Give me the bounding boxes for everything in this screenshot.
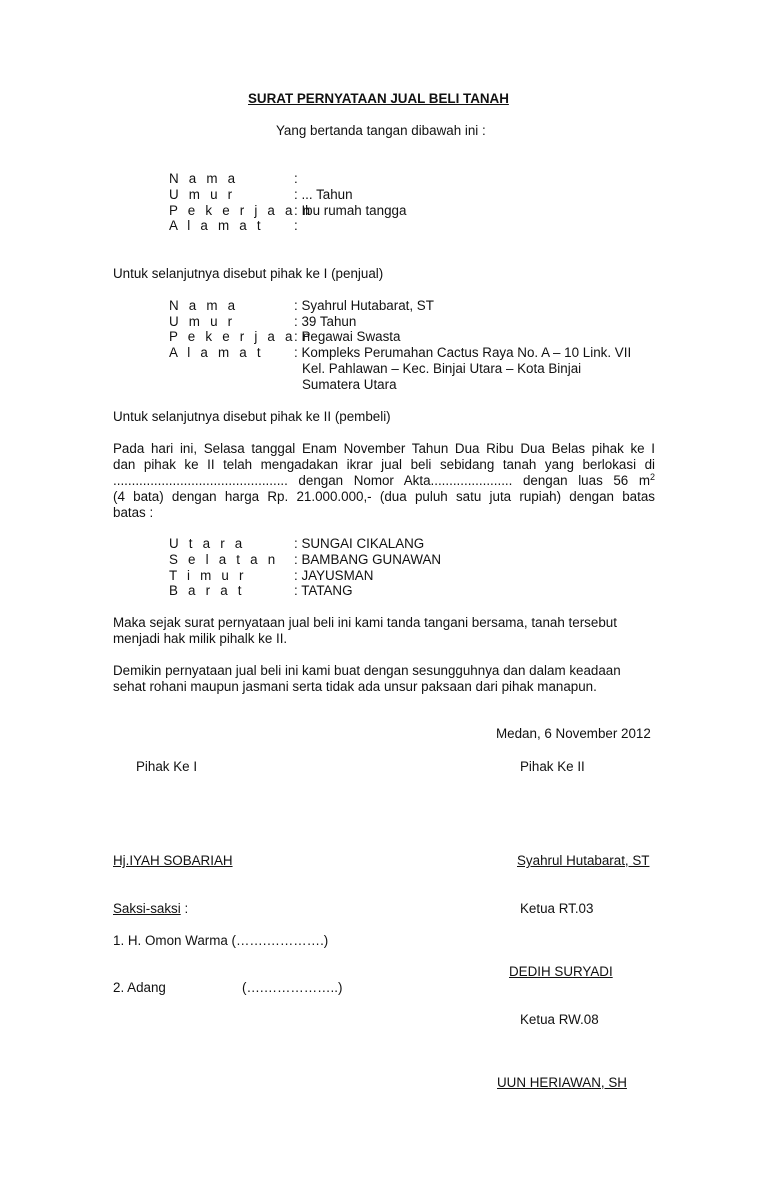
intro-text: Yang bertanda tangan dibawah ini : (276, 123, 486, 138)
area-unit-superscript: 2 (649, 472, 655, 482)
party1-name-label: N a m a (169, 171, 239, 186)
document-title: SURAT PERNYATAAN JUAL BELI TANAH (248, 91, 509, 106)
agreement-line-2: dan pihak ke II telah mengadakan ikrar jual beli sebidang tanah yang berlokasi di (113, 457, 655, 472)
agreement-line-1: Pada hari ini, Selasa tanggal Enam November Tahun Dua Ribu Dua Belas pihak ke I (113, 441, 655, 456)
boundary-west-label: B a r a t (169, 583, 245, 598)
party1-job-value: : Ibu rumah tangga (294, 203, 407, 218)
place-date: Medan, 6 November 2012 (496, 726, 651, 741)
witnesses-heading-colon: : (180, 901, 189, 916)
witness-2-dots: (….……………..) (242, 980, 343, 995)
party1-closing: Untuk selanjutnya disebut pihak ke I (penjual) (113, 266, 384, 281)
party1-job-label: P e k e r j a a n (169, 203, 314, 218)
witness-1: 1. H. Omon Warma (…….………….) (113, 933, 329, 948)
boundary-south-label: S e l a t a n (169, 552, 279, 567)
party2-address-line3: Sumatera Utara (302, 377, 397, 392)
party2-address-value: : Kompleks Perumahan Cactus Raya No. A – 10 Link. VII (294, 345, 632, 360)
rt-name: DEDIH SURYADI (509, 964, 613, 979)
ownership-paragraph-line-2: menjadi hak milik pihalk ke II. (113, 631, 288, 646)
witnesses-heading-text: Saksi-saksi (113, 901, 181, 916)
party1-age-value: : ... Tahun (294, 187, 353, 202)
rw-name: UUN HERIAWAN, SH (497, 1075, 627, 1090)
agreement-line-4: (4 bata) dengan harga Rp. 21.000.000,- (dua puluh satu juta rupiah) dengan batas (113, 489, 655, 504)
witnesses-heading (113, 901, 188, 917)
signature-name-party1: Hj.IYAH SOBARIAH (113, 853, 233, 868)
declaration-paragraph-line-1: Demikin pernyataan jual beli ini kami buat dengan sesungguhnya dan dalam keadaan (113, 663, 621, 678)
party1-age-label: U m u r (169, 187, 236, 202)
boundary-west-value: : TATANG (294, 583, 353, 598)
ownership-paragraph-line-1: Maka sejak surat pernyataan jual beli ini kami tanda tangani bersama, tanah tersebut (113, 615, 617, 630)
boundary-south-value: : BAMBANG GUNAWAN (294, 552, 442, 567)
witness-2-name: 2. Adang (113, 980, 166, 995)
party2-job-label: P e k e r j a a n (169, 329, 314, 344)
party2-job-value: : Pegawai Swasta (294, 329, 401, 344)
party2-age-label: U m u r (169, 314, 236, 329)
rw-label: Ketua RW.08 (520, 1012, 599, 1027)
party2-address-line2: Kel. Pahlawan – Kec. Binjai Utara – Kota Binjai (302, 361, 582, 376)
agreement-line-5: batas : (113, 505, 154, 520)
party2-name-label: N a m a (169, 298, 239, 313)
party2-age-value: : 39 Tahun (294, 314, 357, 329)
rt-label: Ketua RT.03 (520, 901, 594, 916)
agreement-line-3 (113, 473, 655, 489)
signature-label-party2: Pihak Ke II (520, 759, 585, 774)
boundary-north-label: U t a r a (169, 536, 246, 551)
boundary-east-value: : JAYUSMAN (294, 568, 374, 583)
party1-address-label: A l a m a t (169, 218, 264, 233)
signature-label-party1: Pihak Ke I (136, 759, 198, 774)
signature-name-party2: Syahrul Hutabarat, ST (517, 853, 650, 868)
boundary-east-label: T i m u r (169, 568, 247, 583)
party2-closing: Untuk selanjutnya disebut pihak ke II (pembeli) (113, 409, 391, 424)
party1-name-value: : (294, 171, 298, 186)
party1-address-value: : (294, 218, 298, 233)
party2-address-label: A l a m a t (169, 345, 264, 360)
party2-name-value: : Syahrul Hutabarat, ST (294, 298, 434, 313)
agreement-line-3-text: ............................................... dengan Nomor Akta...................... dengan luas 56 m (113, 473, 650, 488)
boundary-north-value: : SUNGAI CIKALANG (294, 536, 425, 551)
declaration-paragraph-line-2: sehat rohani maupun jasmani serta tidak ada unsur paksaan dari pihak manapun. (113, 679, 597, 694)
